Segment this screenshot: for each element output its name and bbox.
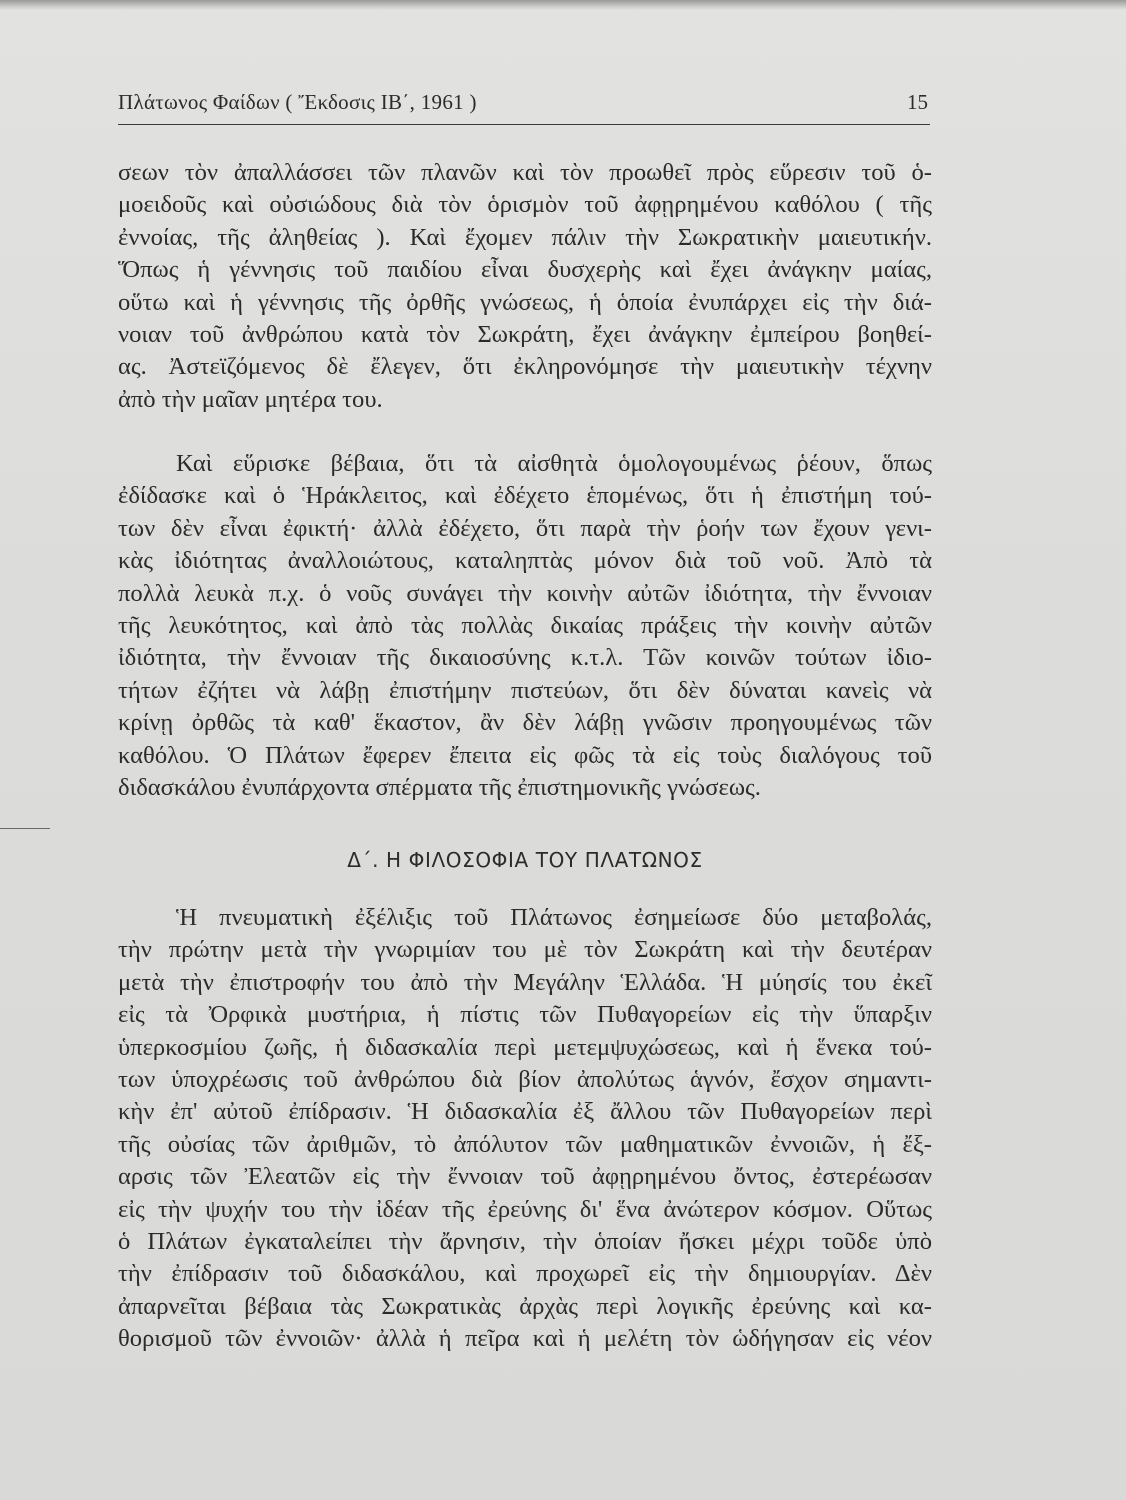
text-line: τῆς λευκότητος, καὶ ἀπὸ τὰς πολλὰς δικαίας πράξεις τὴν κοινὴν αὐτῶν xyxy=(118,611,932,639)
text-line: ας. Ἀστεϊζόμενος δὲ ἔλεγεν, ὅτι ἐκληρονόμησε τὴν μαιευτικὴν τέχνην xyxy=(118,353,932,381)
section-heading: Δ΄. Η ΦΙΛΟΣΟΦΙΑ ΤΟΥ ΠΛΑΤΩΝΟΣ xyxy=(347,848,703,872)
text-line: ὑπερκοσμίου ζωῆς, ἡ διδασκαλία περὶ μετεμψυχώσεως, καὶ ἡ ἕνεκα τού- xyxy=(118,1033,932,1061)
text-line: θορισμοῦ τῶν ἐννοιῶν· ἀλλὰ ἡ πεῖρα καὶ ἡ μελέτη τὸν ὡδήγησαν εἰς νέον xyxy=(118,1325,932,1353)
text-line: τήτων ἐζήτει νὰ λάβῃ ἐπιστήμην πιστεύων, ὅτι δὲν δύναται κανεὶς νὰ xyxy=(118,676,932,704)
paragraph-3 xyxy=(118,902,932,1355)
text-line: ἐννοίας, τῆς ἀληθείας ). Καὶ ἔχομεν πάλιν τὴν Σωκρατικὴν μαιευτικήν. xyxy=(118,223,932,251)
text-line: τὴν ἐπίδρασιν τοῦ διδασκάλου, καὶ προχωρεῖ εἰς τὴν δημιουργίαν. Δὲν xyxy=(118,1260,932,1288)
text-line: κρίνῃ ὀρθῶς τὰ καθ' ἕκαστον, ἂν δὲν λάβῃ γνῶσιν προηγουμένως τῶν xyxy=(118,709,932,737)
running-title: Πλάτωνος Φαίδων ( Ἔκδοσις ΙΒ΄, 1961 ) xyxy=(118,90,477,114)
text-line: των δὲν εἶναι ἐφικτή· ἀλλὰ ἐδέχετο, ὅτι παρὰ τὴν ῥοήν των ἔχουν γενι- xyxy=(118,514,932,542)
text-line: διδασκάλου ἐνυπάρχοντα σπέρματα τῆς ἐπιστημονικῆς γνώσεως. xyxy=(118,773,761,801)
text-line: εἰς τὰ Ὀρφικὰ μυστήρια, ἡ πίστις τῶν Πυθαγορείων εἰς τὴν ὕπαρξιν xyxy=(118,1001,932,1029)
text-line: τὴν πρώτην μετὰ τὴν γνωριμίαν του μὲ τὸν Σωκράτη καὶ τὴν δευτέραν xyxy=(118,936,932,964)
margin-mark xyxy=(0,828,50,829)
page-number: 15 xyxy=(907,90,928,114)
text-line: τῆς οὐσίας τῶν ἀριθμῶν, τὸ ἀπόλυτον τῶν μαθηματικῶν ἐννοιῶν, ἡ ἔξ- xyxy=(118,1130,932,1158)
paragraph-2 xyxy=(118,448,932,804)
text-line: μοειδοῦς καὶ οὐσιώδους διὰ τὸν ὁρισμὸν τοῦ ἀφῃρημένου καθόλου ( τῆς xyxy=(118,191,932,219)
text-line: μετὰ τὴν ἐπιστροφήν του ἀπὸ τὴν Μεγάλην Ἑλλάδα. Ἡ μύησίς του ἐκεῖ xyxy=(118,968,932,996)
text-line: πολλὰ λευκὰ π.χ. ὁ νοῦς συνάγει τὴν κοινὴν αὐτῶν ἰδιότητα, τὴν ἔννοιαν xyxy=(118,579,932,607)
text-line: ὁ Πλάτων ἐγκαταλείπει τὴν ἄρνησιν, τὴν ὁποίαν ἤσκει μέχρι τοῦδε ὑπὸ xyxy=(118,1227,932,1255)
running-head xyxy=(118,88,930,125)
text-line: νοιαν τοῦ ἀνθρώπου κατὰ τὸν Σωκράτη, ἔχει ἀνάγκην ἐμπείρου βοηθεί- xyxy=(118,320,932,348)
text-line: αρσις τῶν Ἐλεατῶν εἰς τὴν ἔννοιαν τοῦ ἀφῃρημένου ὄντος, ἐστερέωσαν xyxy=(118,1163,932,1191)
text-line: Ὅπως ἡ γέννησις τοῦ παιδίου εἶναι δυσχερὴς καὶ ἔχει ἀνάγκην μαίας, xyxy=(118,256,932,284)
text-line: κὰς ἰδιότητας ἀναλλοιώτους, καταληπτὰς μόνον διὰ τοῦ νοῦ. Ἀπὸ τὰ xyxy=(118,547,932,575)
text-line: των ὑποχρέωσις τοῦ ἀνθρώπου διὰ βίον ἀπολύτως ἁγνόν, ἔσχον σημαντι- xyxy=(118,1065,932,1093)
text-line: κὴν ἐπ' αὐτοῦ ἐπίδρασιν. Ἡ διδασκαλία ἐξ ἄλλου τῶν Πυθαγορείων περὶ xyxy=(118,1098,932,1126)
text-line: ἀπαρνεῖται βέβαια τὰς Σωκρατικὰς ἀρχὰς περὶ λογικῆς ἐρεύνης καὶ κα- xyxy=(118,1292,932,1320)
text-line: εἰς τὴν ψυχήν του τὴν ἰδέαν τῆς ἐρεύνης δι' ἕνα ἀνώτερον κόσμον. Οὕτως xyxy=(118,1195,932,1223)
paragraph-1 xyxy=(118,157,932,416)
text-line: οὕτω καὶ ἡ γέννησις τῆς ὀρθῆς γνώσεως, ἡ ὁποία ἐνυπάρχει εἰς τὴν διά- xyxy=(118,288,932,316)
text-line: Καὶ εὕρισκε βέβαια, ὅτι τὰ αἰσθητὰ ὁμολογουμένως ῥέουν, ὅπως xyxy=(176,450,932,477)
text-line: σεων τὸν ἀπαλλάσσει τῶν πλανῶν καὶ τὸν προωθεῖ πρὸς εὕρεσιν τοῦ ὁ- xyxy=(118,159,932,186)
text-line: καθόλου. Ὁ Πλάτων ἔφερεν ἔπειτα εἰς φῶς τὰ εἰς τοὺς διαλόγους τοῦ xyxy=(118,741,932,769)
text-line: ἀπὸ τὴν μαῖαν μητέρα του. xyxy=(118,385,383,413)
page-top-edge xyxy=(0,0,1126,10)
text-line: ἰδιότητα, τὴν ἔννοιαν τῆς δικαιοσύνης κ.τ.λ. Τῶν κοινῶν τούτων ἰδιο- xyxy=(118,644,932,672)
text-line: ἐδίδασκε καὶ ὁ Ἡράκλειτος, καὶ ἐδέχετο ἑπομένως, ὅτι ἡ ἐπιστήμη τού- xyxy=(118,482,932,510)
text-line: Ἡ πνευματικὴ ἐξέλιξις τοῦ Πλάτωνος ἐσημείωσε δύο μεταβολάς, xyxy=(176,904,932,931)
